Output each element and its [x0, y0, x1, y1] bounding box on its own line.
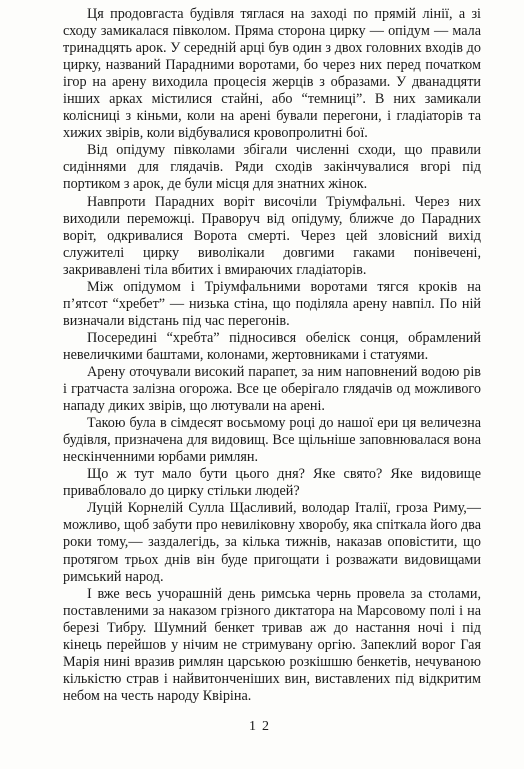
body-text — [63, 6, 481, 705]
paragraph-4: Між опідумом і Тріумфальними воротами тягся кроків на п’ятсот “хребет” — низька стіна, що поділяла арену навпіл. По ній визначали відстань під час перегонів. — [63, 278, 481, 329]
paragraph-7: Такою була в сімдесят восьмому році до нашої ери ця величезна будівля, призначена для видовищ. Все щільніше заповнювалася вона нескінченними юрбами римлян. — [63, 415, 481, 466]
paragraph-8: Що ж тут мало бути цього дня? Яке свято? Яке видовище привабловало до цирку стільки людей? — [63, 466, 481, 500]
paragraph-1: Ця продовгаста будівля тяглася на заході по прямій лінії, а зі сходу замикалася півколом. Пряма сторона цирку — опідум — мала тринадцять арок. У середній арці був один з двох головних входів до цирку, названий Парадними воротами, бо через них перед початком ігор на арену виходила процесія жерців з образами. У дванадцяти інших арках містилися стайні, або “темниці”. В них замикали колісниці з кіньми, коли на арені бували перегони, і гладіаторів та хижих звірів, коли відбувалися кровопролитні бої. — [63, 6, 481, 142]
paragraph-3: Навпроти Парадних воріт височіли Тріумфальні. Через них виходили переможці. Праворуч від опідуму, ближче до Парадних воріт, одкривалися Ворота смерті. Через цей зловісний вихід служителі цирку виволікали довгими гаками понівечені, закривавлені тіла вбитих і вмираючих гладіаторів. — [63, 193, 481, 278]
paragraph-5: Посередині “хребта” підносився обеліск сонця, обрамлений невеличкими баштами, колонами, жертовниками і статуями. — [63, 329, 481, 363]
page-number: 12 — [249, 719, 275, 734]
paragraph-2: Від опідуму півколами збігали численні сходи, що правили сидіннями для глядачів. Ряди сходів закінчувалися вгорі під портиком з арок, де були місця для знатних жінок. — [63, 142, 481, 193]
paragraph-6: Арену оточували високий парапет, за ним наповнений водою рів і гратчаста залізна огорожа. Все це оберігало глядачів од можливого нападу диких звірів, що лютували на арені. — [63, 363, 481, 415]
paragraph-10: І вже весь учорашній день римська чернь провела за столами, поставленими за наказом грізного диктатора на Марсовому полі і на березі Тибру. Шумний бенкет тривав аж до настання ночі і під кінець перейшов у нічим не стримувану оргію. Запеклий ворог Гая Марія нині вразив римлян царською розкішшю бенкетів, нечуваною кількістю страв і найвитонченіших вин, виставлених під відкритим небом на честь народу Квіріна. — [63, 585, 481, 704]
paragraph-9: Луцій Корнелій Сулла Щасливий, володар Італії, гроза Риму,— можливо, щоб забути про невиліковну хворобу, яка спіткала його два роки тому,— заздалегідь, за кілька тижнів, наказав оповістити, що протягом трьох днів він буде пригощати і розважати видовищами римський народ. — [63, 500, 481, 585]
